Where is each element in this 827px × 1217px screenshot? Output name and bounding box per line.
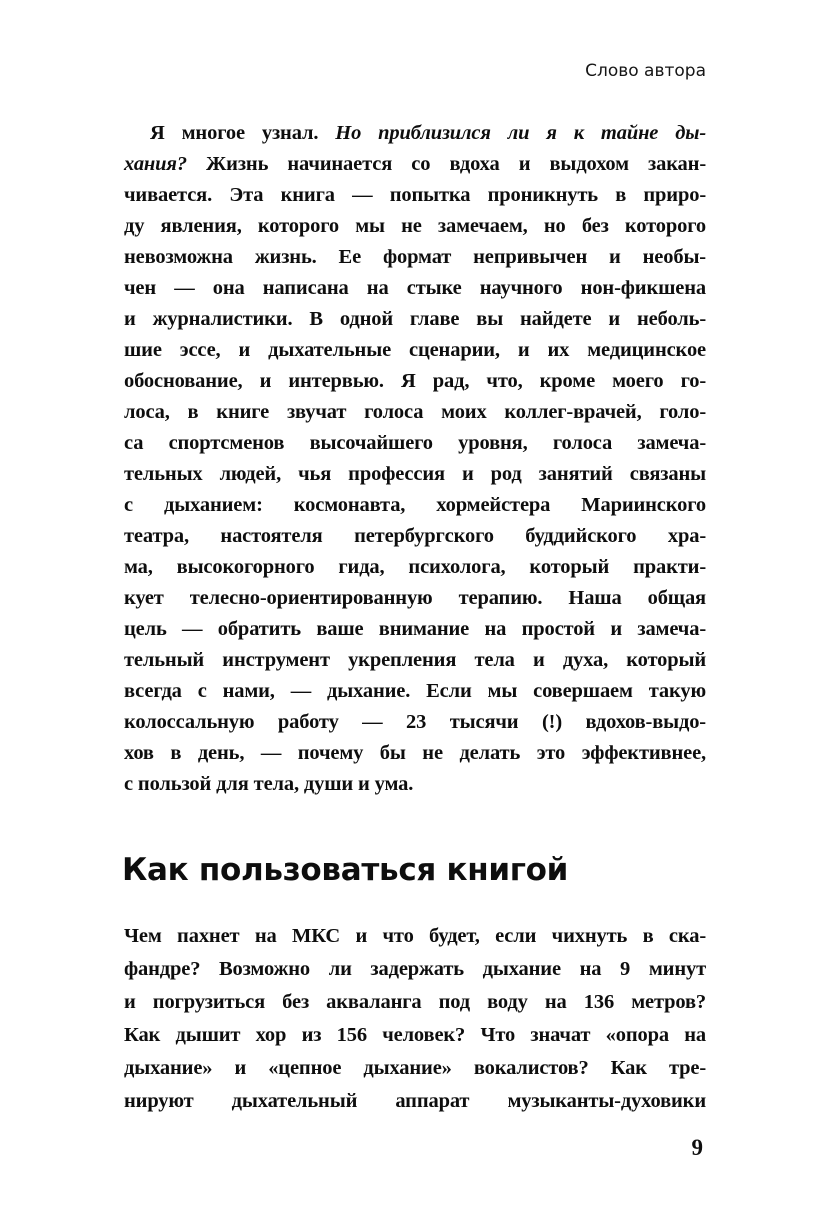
text-line <box>124 335 706 366</box>
text-line <box>124 645 706 676</box>
text-line <box>124 521 706 552</box>
italic-text-segment: Но приблизился ли я к тайне ды- <box>335 122 706 144</box>
text-segment: всегда с нами, — дыхание. Если мы совершаем такую <box>124 680 706 702</box>
text-segment: Жизнь начинается со вдоха и выдохом закан- <box>206 153 706 175</box>
text-line <box>124 211 706 242</box>
text-line <box>124 1085 706 1118</box>
text-line <box>124 676 706 707</box>
text-line <box>124 397 706 428</box>
text-segment: ма, высокогорного гида, психолога, который практи- <box>124 556 706 578</box>
text-line <box>124 552 706 583</box>
text-line <box>124 180 706 211</box>
text-line <box>124 490 706 521</box>
text-segment: колоссальную работу — 23 тысячи (!) вдохов-выдо- <box>124 711 706 733</box>
text-line <box>124 920 706 953</box>
text-line <box>124 459 706 490</box>
text-segment: с дыханием: космонавта, хормейстера Мариинского <box>124 494 706 516</box>
text-segment: фандре? Возможно ли задержать дыхание на 9 минут <box>124 958 706 980</box>
text-segment: лоса, в книге звучат голоса моих коллег-врачей, голо- <box>124 401 706 423</box>
text-segment: с пользой для тела, души и ума. <box>124 773 414 795</box>
text-segment: театра, настоятеля петербургского буддийского хра- <box>124 525 706 547</box>
text-segment: и журналистики. В одной главе вы найдете и неболь- <box>124 308 706 330</box>
text-segment: Как дышит хор из 156 человек? Что значат «опора на <box>124 1024 706 1046</box>
text-segment: нируют дыхательный аппарат музыканты-духовики <box>124 1090 706 1112</box>
text-segment: и погрузиться без акваланга под воду на 136 метров? <box>124 991 706 1013</box>
text-segment: чен — она написана на стыке научного нон-фикшена <box>124 277 706 299</box>
text-segment: обоснование, и интервью. Я рад, что, кроме моего го- <box>124 370 706 392</box>
text-line <box>124 149 706 180</box>
text-line <box>124 583 706 614</box>
text-line <box>124 953 706 986</box>
page-number: 9 <box>691 1135 703 1160</box>
text-segment: кует телесно-ориентированную терапию. Наша общая <box>124 587 706 609</box>
text-line <box>124 986 706 1019</box>
italic-text-segment: хания? <box>124 153 207 175</box>
text-line <box>124 707 706 738</box>
text-segment: дыхание» и «цепное дыхание» вокалистов? Как тре- <box>124 1057 706 1079</box>
text-segment: Чем пахнет на МКС и что будет, если чихнуть в ска- <box>124 925 706 947</box>
text-segment: шие эссе, и дыхательные сценарии, и их медицинское <box>124 339 706 361</box>
text-segment: чивается. Эта книга — попытка проникнуть в приро- <box>124 184 706 206</box>
text-segment: тельных людей, чья профессия и род занятий связаны <box>124 463 706 485</box>
text-segment: тельный инструмент укрепления тела и духа, который <box>124 649 706 671</box>
text-line <box>124 366 706 397</box>
text-segment: Я многое узнал. <box>150 122 336 144</box>
text-segment: са спортсменов высочайшего уровня, голоса замеча- <box>124 432 706 454</box>
running-header: Слово автора <box>585 61 706 81</box>
text-line <box>124 428 706 459</box>
foreword-paragraph <box>124 118 706 800</box>
text-line <box>124 769 706 800</box>
text-line <box>124 304 706 335</box>
text-segment: хов в день, — почему бы не делать это эффективнее, <box>124 742 706 764</box>
text-line <box>124 1019 706 1052</box>
section-heading: Как пользоваться книгой <box>122 852 569 888</box>
text-line <box>124 614 706 645</box>
text-segment: цель — обратить ваше внимание на простой и замеча- <box>124 618 706 640</box>
text-segment: ду явления, которого мы не замечаем, но без которого <box>124 215 706 237</box>
text-segment: невозможна жизнь. Ее формат непривычен и необы- <box>124 246 706 268</box>
how-to-use-paragraph <box>124 920 706 1118</box>
text-line <box>124 1052 706 1085</box>
text-line <box>124 273 706 304</box>
text-line <box>124 118 706 149</box>
text-line <box>124 242 706 273</box>
text-line <box>124 738 706 769</box>
